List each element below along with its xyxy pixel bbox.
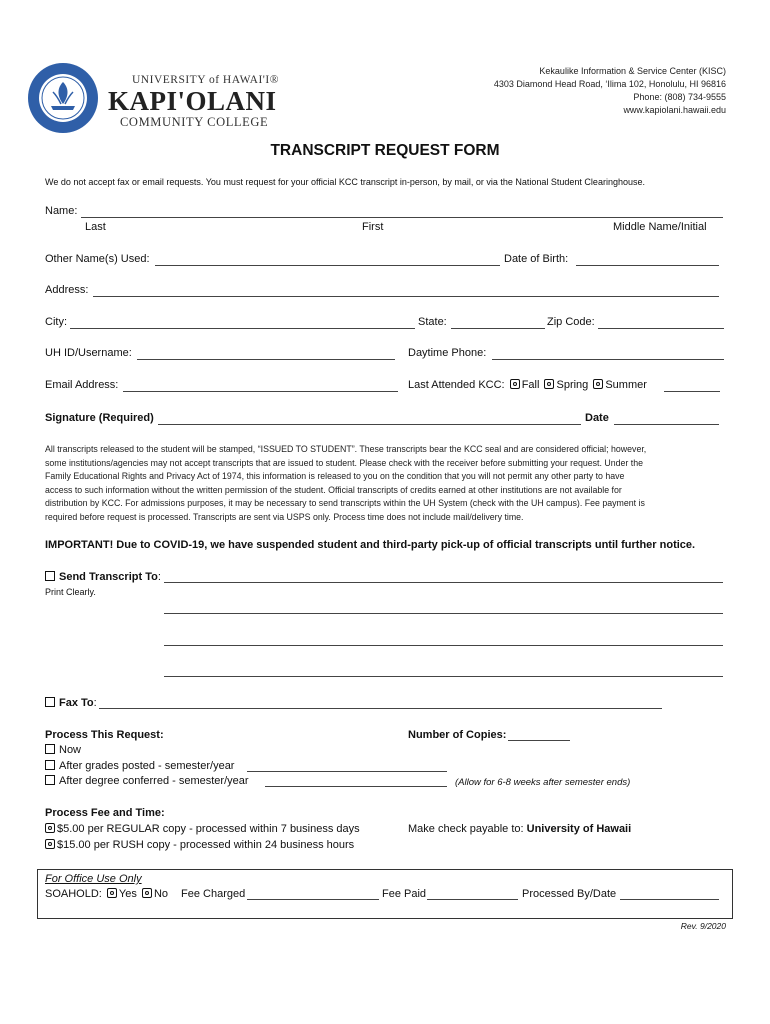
fee-charged-label: Fee Charged [181,888,246,900]
process-option-degree [45,775,249,787]
paragraph-line: Family Educational Rights and Privacy Act of 1974, this information is released to you on the condition that you will not permit any other party to have [45,471,625,481]
fee-option-regular [45,823,360,835]
send-to-label: Send Transcript To [59,571,158,583]
form-title: TRANSCRIPT REQUEST FORM [270,142,500,159]
fax-row: Fax To: [45,697,97,709]
degree-conferred-field[interactable] [265,786,447,787]
contact-line: 4303 Diamond Head Road, ʻIlima 102, Honolulu, HI 96816 [493,79,726,89]
send-to-field-line-1[interactable] [164,582,723,583]
rush-fee-label: $15.00 per RUSH copy - processed within 24 business hours [57,839,355,851]
contact-line: www.kapiolani.hawaii.edu [623,105,726,115]
soahold-yes-label: Yes [118,888,137,900]
process-option-now [45,744,81,756]
fee-option-rush [45,839,354,851]
summer-year-field[interactable] [664,391,720,392]
fee-paid-label: Fee Paid [382,888,427,900]
other-names-label: Other Name(s) Used: [45,253,150,265]
address-label: Address: [45,284,89,296]
processed-by-field[interactable] [620,899,719,900]
revision-note: Rev. 9/2020 [680,921,726,931]
uhid-label: UH ID/Username: [45,347,132,359]
other-names-field[interactable] [155,265,500,266]
paragraph-line: required before request is processed. Transcripts are sent via USPS only. Process time does not include mail/delivery time. [45,511,524,522]
grades-posted-field[interactable] [247,771,447,772]
signature-label: Signature (Required) [45,412,154,424]
send-to-field-line-4[interactable] [164,676,723,677]
city-label: City: [45,316,67,328]
office-use-title: For Office Use Only [45,873,142,885]
send-to-checkbox[interactable] [45,571,55,581]
city-field[interactable] [70,328,415,329]
email-label: Email Address: [45,379,119,391]
paragraph-line: All transcripts released to the student will be stamped, “ISSUED TO STUDENT”. These transcripts bear the KCC seal and are considered official; however, [45,444,647,454]
daytime-phone-field[interactable] [492,359,724,360]
date-label: Date [585,412,609,424]
date-field[interactable] [614,424,719,425]
intro-text: We do not accept fax or email requests. You must request for your official KCC transcript in-person, by mail, or via the National Student Clearinghouse. [45,177,645,187]
payable-row [408,823,631,835]
email-field[interactable] [123,391,398,392]
soahold-yes-checkbox[interactable] [107,888,117,898]
summer-checkbox[interactable] [593,379,603,389]
contact-line: Phone: (808) 734-9555 [633,92,726,102]
now-checkbox[interactable] [45,744,55,754]
middle-name-label: Middle Name/Initial [613,221,707,233]
contact-line: Kekaulike Information & Service Center (KISC) [539,66,726,76]
paragraph-line: distribution by KCC. For admissions purposes, it may be necessary to send transcripts within the UH System (check with the UH campus). Fee payment is [45,498,645,508]
university-seal-logo [27,62,99,134]
fee-paid-field[interactable] [427,899,518,900]
send-to-row: Send Transcript To: [45,571,161,583]
allow-note: (Allow for 6-8 weeks after semester ends) [455,777,631,788]
spring-label: Spring [556,379,589,391]
last-name-label: Last [85,221,106,233]
spring-checkbox[interactable] [544,379,554,389]
payable-label: Make check payable to: [408,823,524,835]
degree-conferred-checkbox[interactable] [45,775,55,785]
processed-by-label: Processed By/Date [522,888,617,900]
soahold-no-checkbox[interactable] [142,888,152,898]
state-field[interactable] [451,328,545,329]
fax-checkbox[interactable] [45,697,55,707]
last-attended-row [408,379,647,391]
regular-fee-label: $5.00 per REGULAR copy - processed within 7 business days [57,823,360,835]
process-label: Process This Request: [45,729,164,741]
degree-conferred-label: After degree conferred - semester/year [59,775,249,787]
address-field[interactable] [93,296,719,297]
dob-field[interactable] [576,265,719,266]
first-name-label: First [362,221,384,233]
process-option-grades [45,760,234,772]
fax-field[interactable] [99,708,662,709]
daytime-phone-label: Daytime Phone: [408,347,487,359]
zip-field[interactable] [598,328,724,329]
paragraph-line: some institutions/agencies may not accept transcripts that are issued to student. Please check with the receiver before submitting your request. Under the [45,457,644,468]
rush-fee-checkbox[interactable] [45,839,55,849]
important-notice: IMPORTANT! Due to COVID-19, we have suspended student and third-party pick-up of official transcripts until further notice. [45,539,696,551]
office-use-row [45,888,168,900]
now-label: Now [59,744,82,756]
copies-field[interactable] [508,740,570,741]
soahold-no-label: No [153,888,168,900]
grades-posted-label: After grades posted - semester/year [59,760,235,772]
paragraph-line: access to such information without the written permission of the student. Official transcripts of credits earned at other institutions are not available for [45,484,622,495]
fax-label: Fax To [59,697,94,709]
grades-posted-checkbox[interactable] [45,760,55,770]
last-attended-label: Last Attended KCC: [408,379,505,391]
uhid-field[interactable] [137,359,395,360]
signature-field[interactable] [158,424,581,425]
fall-checkbox[interactable] [510,379,520,389]
copies-label-text: Number of Copies [408,729,503,741]
fee-charged-field[interactable] [247,899,379,900]
dob-label: Date of Birth: [504,253,569,265]
regular-fee-checkbox[interactable] [45,823,55,833]
print-clearly-note: Print Clearly. [45,587,96,597]
name-field[interactable] [81,217,723,218]
send-to-field-line-2[interactable] [164,613,723,614]
fall-label: Fall [521,379,540,391]
fee-label: Process Fee and Time: [45,807,165,819]
soahold-label: SOAHOLD: [45,888,102,900]
college-subtitle: COMMUNITY COLLEGE [120,115,269,129]
university-name: UNIVERSITY of HAWAI'I® [132,74,279,86]
copies-label: Number of Copies: [408,729,507,741]
summer-label: Summer [605,379,647,391]
college-name: KAPI'OLANI [108,86,277,116]
send-to-field-line-3[interactable] [164,645,723,646]
contact-info [494,65,726,117]
name-label: Name: [45,205,78,217]
zip-label: Zip Code: [547,316,595,328]
payable-to: University of Hawaii [526,823,632,835]
process-label-text: Process This Request [45,729,160,741]
policy-paragraph [45,443,725,524]
state-label: State: [418,316,447,328]
